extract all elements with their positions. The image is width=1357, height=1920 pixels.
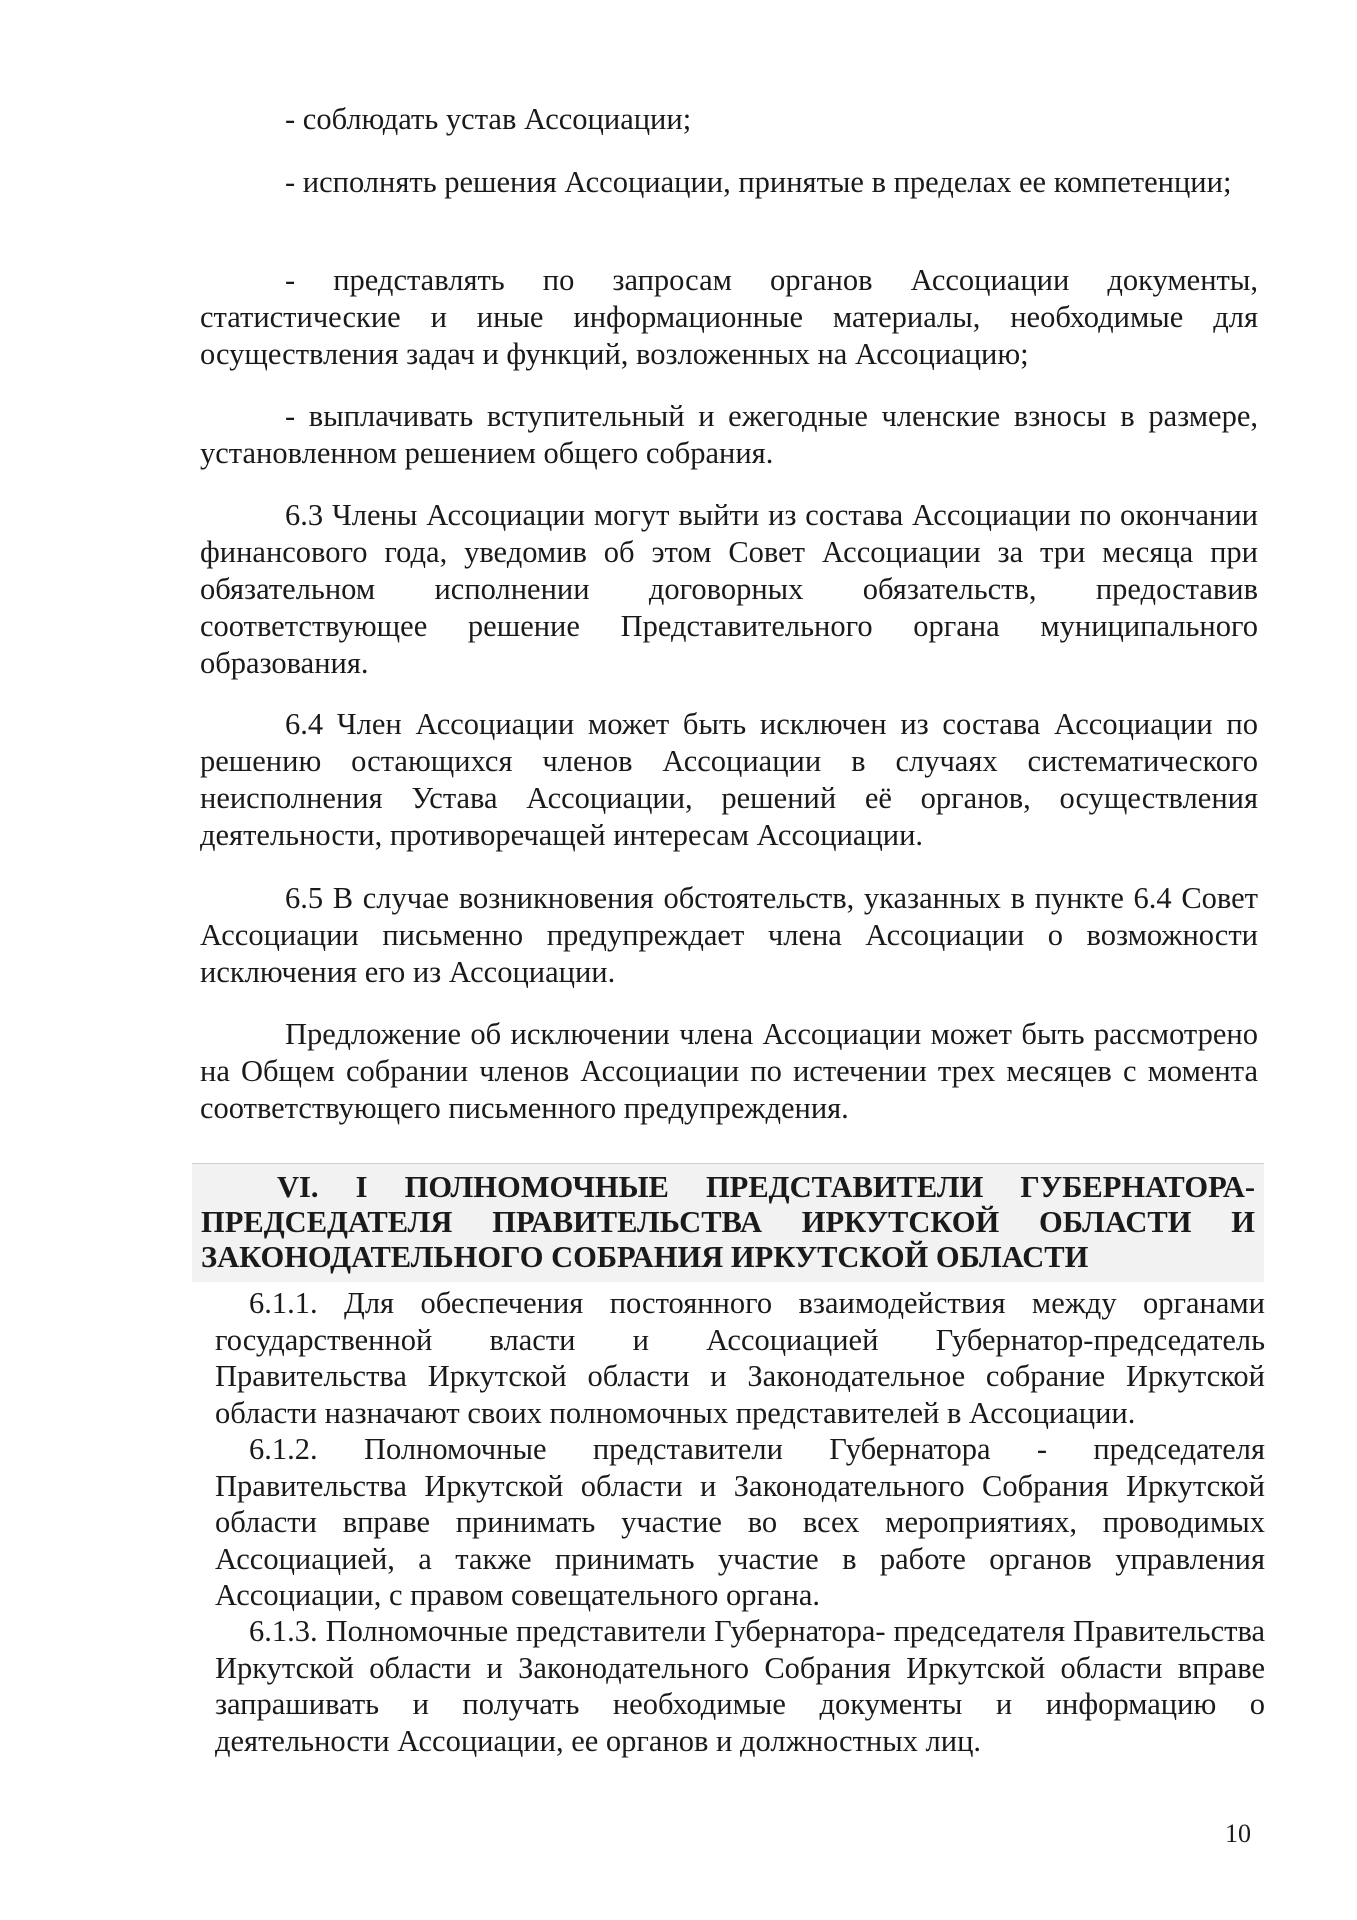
paragraph-6-3: 6.3 Члены Ассоциации могут выйти из состава Ассоциации по окончании финансового года, уведомив об этом Совет Ассоциации за три месяца при обязательном исполнении договорных обязательств, предоставив соответствующее решение Представительного органа муниципального образования.	[200, 498, 1258, 680]
paragraph-6-4: 6.4 Член Ассоциации может быть исключен из состава Ассоциации по решению остающихся членов Ассоциации в случаях систематического неисполнения Устава Ассоциации, решений её органов, осуществления деятельности, противоречащей интересам Ассоциации.	[200, 707, 1258, 852]
section-heading: VI. I ПОЛНОМОЧНЫЕ ПРЕДСТАВИТЕЛИ ГУБЕРНАТОРА-ПРЕДСЕДАТЕЛЯ ПРАВИТЕЛЬСТВА ИРКУТСКОЙ ОБЛАСТИ И ЗАКОНОДАТЕЛЬНОГО СОБРАНИЯ ИРКУТСКОЙ ОБЛАСТИ	[201, 1170, 1255, 1274]
paragraph-obligation-documents: - представлять по запросам органов Ассоциации документы, статистические и иные информационные материалы, необходимые для осуществления задач и функций, возложенных на Ассоциацию;	[200, 263, 1258, 371]
page-number: 10	[1225, 1819, 1251, 1848]
section-heading-box	[192, 1163, 1264, 1282]
subsection-6-1-3: 6.1.3. Полномочные представители Губернатора- председателя Правительства Иркутской области и Законодательного Собрания Иркутской области вправе запрашивать и получать необходимые документы и информацию о деятельности Ассоциации, ее органов и должностных лиц.	[215, 1614, 1265, 1758]
paragraph-6-5: 6.5 В случае возникновения обстоятельств, указанных в пункте 6.4 Совет Ассоциации письменно предупреждает члена Ассоциации о возможности исключения его из Ассоциации.	[200, 881, 1258, 989]
subsection-6-1-2: 6.1.2. Полномочные представители Губернатора - председателя Правительства Иркутской области и Законодательного Собрания Иркутской области вправе принимать участие во всех мероприятиях, проводимых Ассоциацией, а также принимать участие в работе органов управления Ассоциации, с правом совещательного органа.	[215, 1432, 1265, 1612]
paragraph-obligation-fees: - выплачивать вступительный и ежегодные членские взносы в размере, установленном решением общего собрания.	[200, 399, 1258, 470]
paragraph-obligation-decisions: - исполнять решения Ассоциации, принятые в пределах ее компетенции;	[285, 165, 1232, 199]
paragraph-obligation-charter: - соблюдать устав Ассоциации;	[285, 102, 692, 136]
paragraph-exclusion-proposal: Предложение об исключении члена Ассоциации может быть рассмотрено на Общем собрании членов Ассоциации по истечении трех месяцев с момента соответствующего письменного предупреждения.	[200, 1017, 1258, 1125]
subsection-6-1-1: 6.1.1. Для обеспечения постоянного взаимодействия между органами государственной власти и Ассоциацией Губернатор-председатель Правительства Иркутской области и Законодательное собрание Иркутской области назначают своих полномочных представителей в Ассоциации.	[215, 1286, 1265, 1430]
